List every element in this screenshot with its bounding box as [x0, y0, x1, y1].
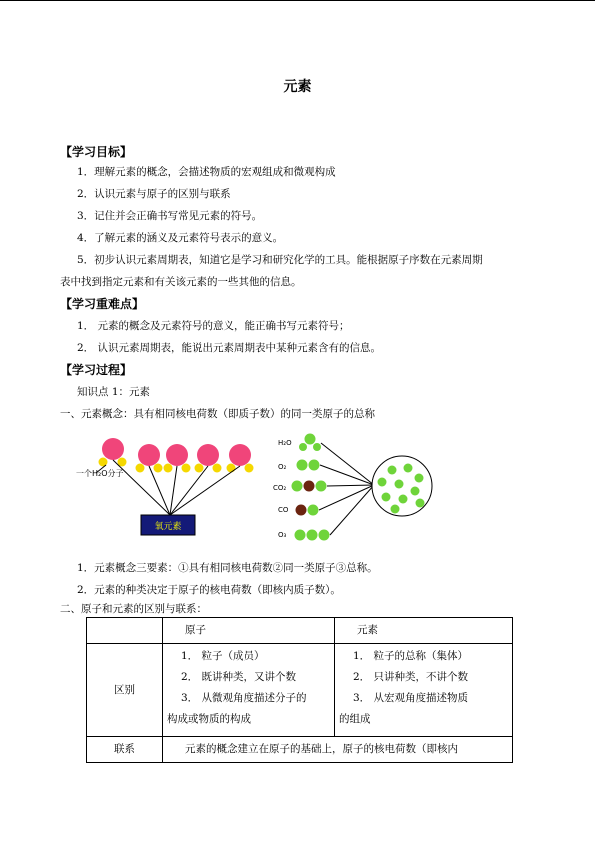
process-heading: 【学习过程】: [60, 363, 133, 377]
element-line-1: 1． 粒子的总称（集体）: [353, 650, 469, 662]
element-line-3: 3． 从宏观角度描述物质: [353, 692, 469, 704]
key-point-2: 2． 认识元素周期表，能说出元素周期表中某种元素含有的信息。: [77, 342, 382, 354]
element-diagram: [70, 427, 450, 557]
row-label-difference: 区别: [87, 644, 163, 737]
label-o3: O₃: [278, 531, 287, 539]
row-label-connection: 联系: [87, 737, 163, 763]
right-connector-lines: [319, 443, 374, 535]
goal-4: 4．了解元素的涵义及元素符号表示的意义。: [77, 232, 284, 244]
goal-1: 1．理解元素的概念，会描述物质的宏观组成和微观构成: [77, 166, 336, 178]
section-2-heading: 二、原子和元素的区别与联系：: [60, 603, 207, 615]
knowledge-point: 知识点 1：元素: [77, 386, 151, 398]
label-co: CO: [278, 506, 289, 514]
goal-5: 5．初步认识元素周期表，知道它是学习和研究化学的工具。能根据原子序数在元素周期: [77, 254, 483, 266]
header-empty-cell: [87, 618, 163, 644]
molecule-formula-labels: [273, 439, 292, 539]
molecule-label: 一个H₂O分子: [76, 469, 124, 478]
label-h2o: H₂O: [278, 439, 292, 447]
element-difference-cell: [335, 644, 513, 737]
atom-element-comparison-table: [86, 617, 513, 763]
atom-difference-cell: [163, 644, 335, 737]
goal-2: 2．认识元素与原子的区别与联系: [77, 188, 231, 200]
table-row: [87, 644, 513, 737]
page-top-rule: [0, 0, 595, 1]
atom-line-3: 3． 从微观角度描述分子的: [181, 692, 307, 704]
goal-3: 3．记住并会正确书写常见元素的符号。: [77, 210, 263, 222]
point-1: 1．元素概念三要素：①具有相同核电荷数②同一类原子③总称。: [77, 562, 378, 574]
key-point-1: 1． 元素的概念及元素符号的意义，能正确书写元素符号；: [77, 320, 350, 332]
oxygen-element-label: 氧元素: [154, 522, 182, 532]
connection-text: 元素的概念建立在原子的基础上，原子的核电荷数（即核内: [163, 737, 513, 763]
label-o2: O₂: [278, 463, 287, 471]
pink-molecules: [99, 438, 254, 473]
atom-line-1: 1． 粒子（成员）: [181, 650, 265, 662]
goals-heading: 【学习目标】: [60, 145, 133, 159]
goal-5-continued: 表中找到指定元素和有关该元素的一些其他的信息。: [60, 276, 302, 288]
atom-line-4: 构成或物质的构成: [167, 713, 251, 725]
section-1-heading: 一、元素概念：具有相同核电荷数（即质子数）的同一类原子的总称: [60, 408, 375, 420]
table-header-row: [87, 618, 513, 644]
element-line-4: 的组成: [339, 713, 371, 725]
page-title: 元素: [283, 79, 312, 95]
header-atom: 原子: [163, 618, 335, 644]
header-element: 元素: [335, 618, 513, 644]
label-co2: CO₂: [273, 484, 287, 492]
table-row: [87, 737, 513, 763]
point-2: 2．元素的种类决定于原子的核电荷数（即核内质子数）。: [77, 584, 341, 596]
right-molecules: [292, 434, 330, 541]
element-line-2: 2． 只讲种类，不讲个数: [353, 671, 469, 683]
atom-line-2: 2． 既讲种类，又讲个数: [181, 671, 297, 683]
key-points-heading: 【学习重难点】: [60, 297, 145, 311]
